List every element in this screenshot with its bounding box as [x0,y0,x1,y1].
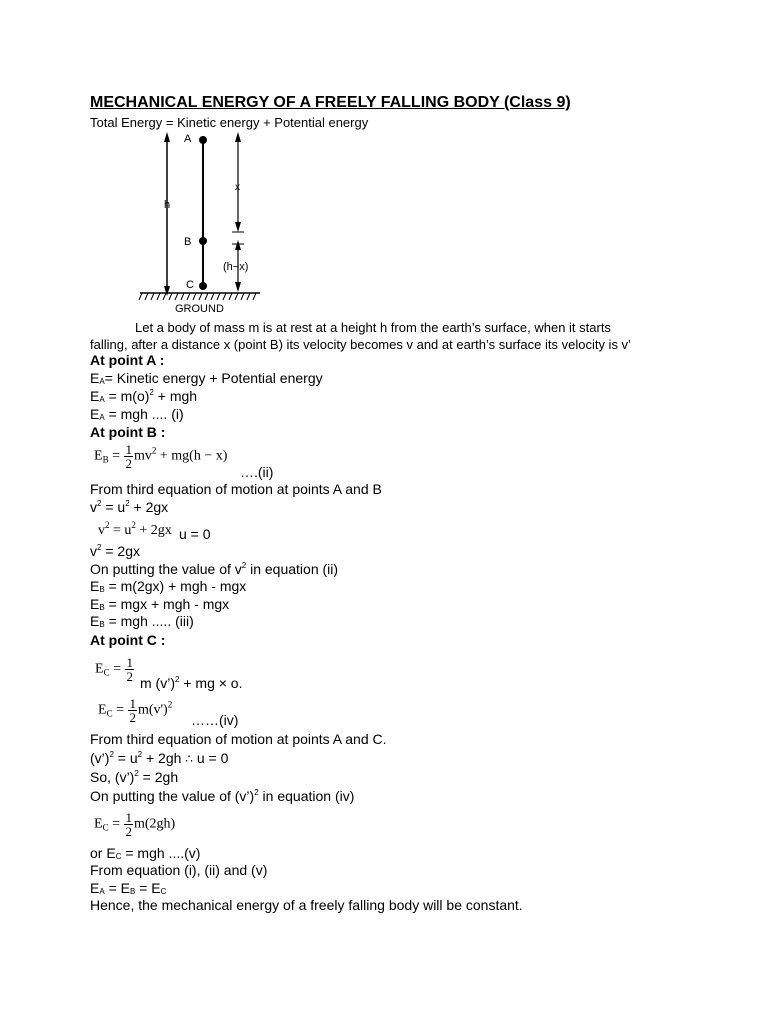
putting-v2: On putting the value of $v^2$ in equation (ii) [90,561,339,577]
ec-equation-image-2: $E_C$ = $\frac{1}{2}$ $m(v')^2$ [98,696,173,725]
ea-line-2: $E_A = m(o)^2$ + mgh [90,388,198,404]
point-a-dot [199,136,207,144]
energy-equal-line: $E_A = E_B = E_C$ [90,880,167,896]
eb-line-3: $E_B$ = mgh ..... (iii) [90,613,194,629]
v2-equation-image: $v^2 = u^2 + 2gx$ [98,520,172,538]
heading-point-b: At point B : [90,424,166,440]
point-c-dot [199,282,207,290]
label-b: B [184,236,192,248]
eb-line-2: $E_B$ = mgx + mgh - mgx [90,596,230,612]
label-ground: GROUND [175,303,224,315]
eb-line-1: $E_B = m(2gx)$ + mgh - mgx [90,578,247,594]
ec-line-1-tail: m (v’)$^2$ + mg × o. [140,675,243,691]
u-zero-b: u = 0 [179,526,211,542]
v2-equation: $v^2 = u^2 + 2gx$ [90,499,169,515]
or-ec-line: or $E_C$ = mgh ....(v) [90,845,201,861]
label-h: h [164,199,171,211]
third-eq-ab: From third equation of motion at points A and B [90,481,382,497]
point-b-dot [199,237,207,245]
ea-line-1: $E_A=$ Kinetic energy + Potential energy [90,370,323,386]
eq-tag-iv: ……(iv) [191,712,239,728]
paragraph-line-1: Let a body of mass m is at rest at a height h from the earth’s surface, when it starts [135,320,611,335]
ec-equation-image-1: $E_C$ = $\frac{1}{2}$ [95,655,133,684]
vprime-equation: (v’)$^2$ = $u^2 + 2gh$ ∴ u = 0 [90,750,229,766]
v2-2gx: $v^2 = 2gx$ [90,543,140,559]
intro-line: Total Energy = Kinetic energy + Potential energy [90,115,369,130]
label-a: A [184,133,192,145]
conclusion-line: Hence, the mechanical energy of a freely falling body will be constant. [90,897,523,913]
paragraph-line-2: falling, after a distance x (point B) its velocity becomes v and at earth’s surface its velocity is v’ [90,337,631,352]
so-vprime: So, (v’)$^2$ = 2gh [90,769,179,785]
heading-point-c: At point C : [90,632,166,648]
eq-tag-ii: ….(ii) [240,464,274,480]
third-eq-ac: From third equation of motion at points A and C. [90,731,387,747]
putting-vprime: On putting the value of (v’)$^2$ in equation (iv) [90,788,355,804]
eb-equation-image: $E_B$ = $\frac{1}{2}$ $mv^2 + mg(h - x)$ [94,442,228,471]
ea-line-3: $E_A$ = mgh .... (i) [90,406,184,422]
from-equation-line: From equation (i), (ii) and (v) [90,862,268,878]
page-title: MECHANICAL ENERGY OF A FREELY FALLING BODY (Class 9) [90,94,571,111]
falling-body-diagram [130,128,270,318]
label-x: x [235,182,240,193]
label-h-minus-x: (h−x) [223,261,249,273]
label-c: C [186,279,194,291]
ec-equation-image-3: $E_C$ = $\frac{1}{2}$ m(2gh) [94,810,176,839]
heading-point-a: At point A : [90,352,165,368]
